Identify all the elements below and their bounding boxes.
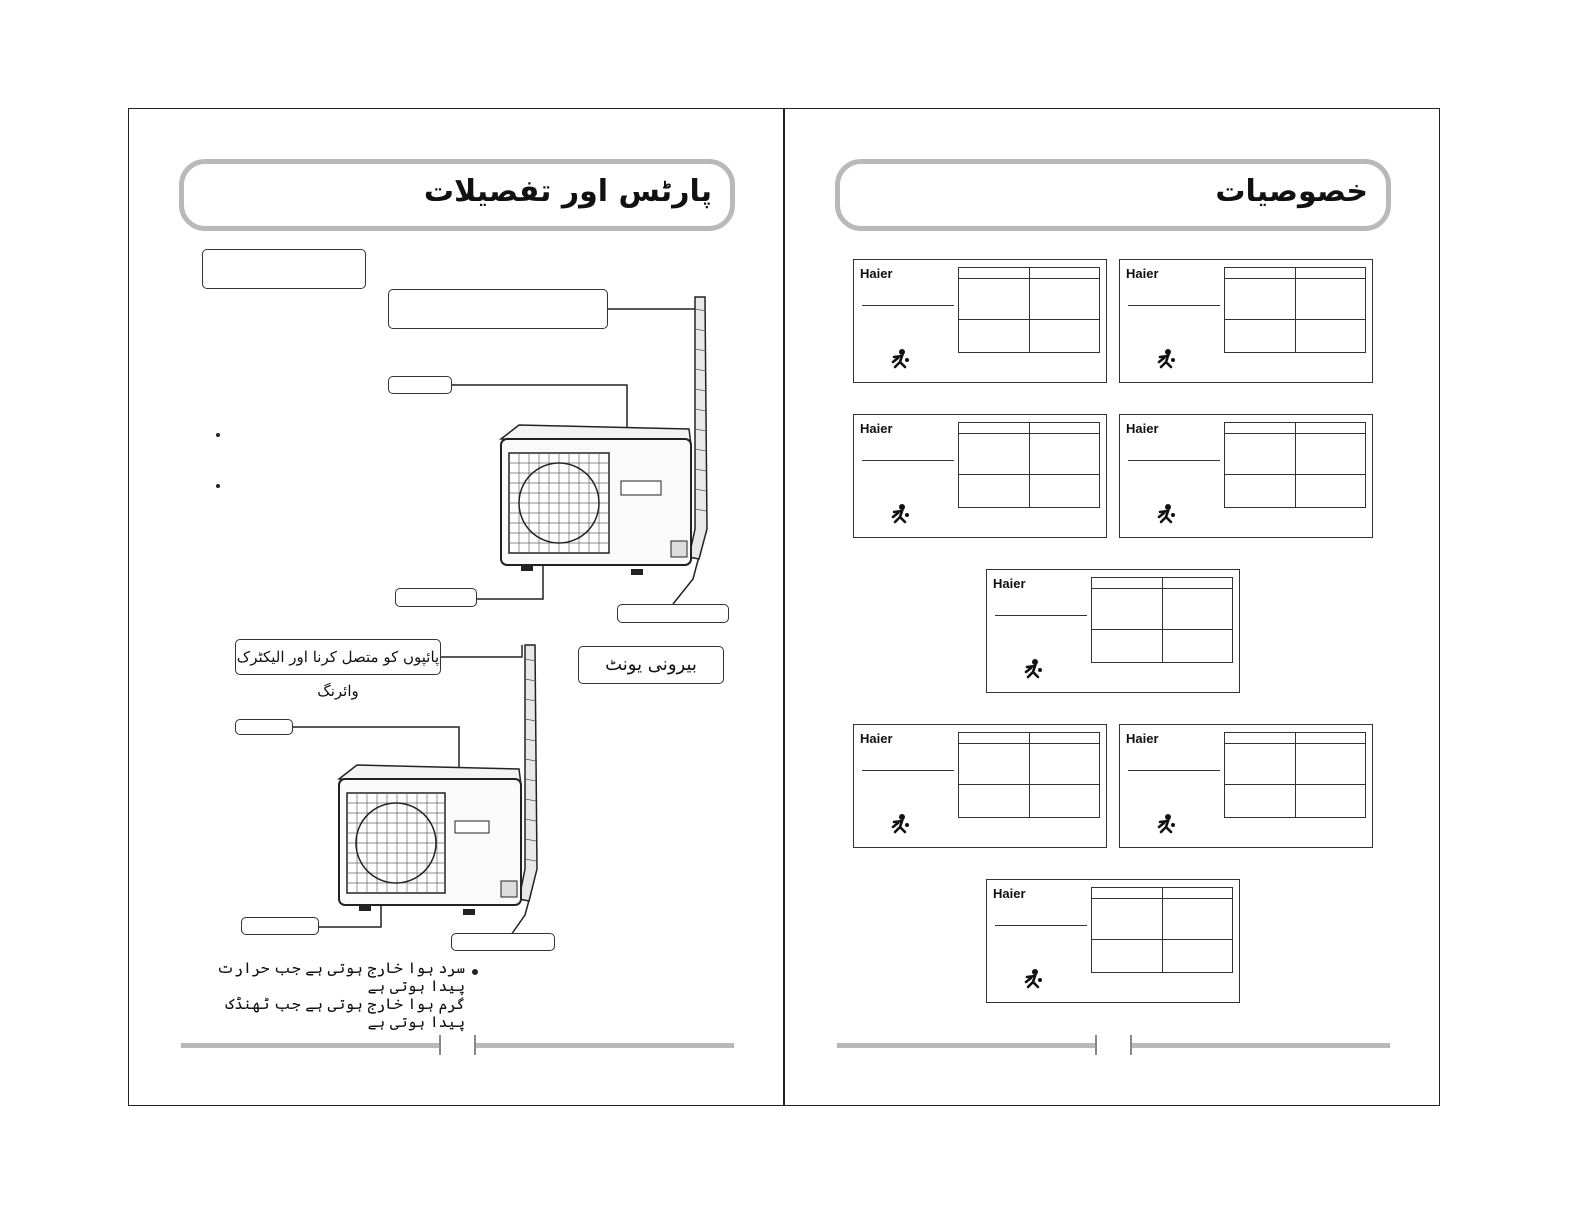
footer-rule-right-r <box>1132 1043 1390 1048</box>
spec-mini-table <box>958 422 1100 508</box>
runner-icon <box>1154 813 1176 835</box>
spec-mini-table <box>1224 267 1366 353</box>
parts-title: پارٹس اور تفصیلات <box>423 174 712 209</box>
spec-mini-table <box>1224 422 1366 508</box>
runner-icon <box>1154 348 1176 370</box>
brand-underline <box>862 305 954 306</box>
brand-logo-text: Haier <box>993 886 1026 901</box>
empty-label-box-small-5 <box>241 917 319 935</box>
runner-icon <box>1154 503 1176 525</box>
brand-logo-text: Haier <box>860 421 893 436</box>
spec-mini-table <box>958 732 1100 818</box>
mini-table-divider <box>1029 733 1030 817</box>
spec-card <box>853 724 1107 848</box>
mini-table-divider <box>1162 888 1163 972</box>
piping-wiring-label: پائپوں کو متصل کرنا اور الیکٹرک وائرنگ <box>236 648 440 700</box>
spec-card <box>1119 724 1373 848</box>
spec-mini-table <box>1091 577 1233 663</box>
left-page <box>128 108 784 1106</box>
spec-card <box>986 879 1240 1003</box>
footer-rule-right <box>476 1043 734 1048</box>
runner-icon <box>888 503 910 525</box>
empty-label-box-small-6 <box>451 933 555 951</box>
bullet-cool-air: سرد ہوا خارج ہوتی ہے جب حرارت پیدا ہوتی ہے <box>216 959 465 995</box>
spec-mini-table <box>1224 732 1366 818</box>
features-header-band <box>835 159 1391 231</box>
outdoor-unit-label-box <box>578 646 724 684</box>
spec-card <box>986 569 1240 693</box>
features-title: خصوصیات <box>1215 174 1368 209</box>
bullet-dot-3 <box>472 969 478 975</box>
mini-table-divider <box>1295 268 1296 352</box>
brand-underline <box>1128 770 1220 771</box>
mini-table-row-divider <box>1225 784 1365 785</box>
mini-table-divider <box>1162 578 1163 662</box>
brand-logo-text: Haier <box>1126 266 1159 281</box>
runner-icon <box>1021 658 1043 680</box>
brand-underline <box>1128 460 1220 461</box>
spec-card <box>853 414 1107 538</box>
mini-table-divider <box>1029 268 1030 352</box>
runner-icon <box>1021 968 1043 990</box>
footer-rule-left <box>181 1043 439 1048</box>
mini-table-row-divider <box>1092 629 1232 630</box>
outdoor-unit-diagram <box>129 109 785 1107</box>
brand-underline <box>1128 305 1220 306</box>
piping-wiring-label-box <box>235 639 441 700</box>
mini-table-divider <box>1295 423 1296 507</box>
spec-mini-table <box>1091 887 1233 973</box>
brand-underline <box>862 460 954 461</box>
footer-rule-left-r <box>837 1043 1095 1048</box>
spec-card <box>1119 259 1373 383</box>
mini-table-divider <box>1029 423 1030 507</box>
right-page <box>784 108 1440 1106</box>
bullet-warm-air: گرم ہوا خارج ہوتی ہے جب ٹھنڈک پیدا ہوتی ہے <box>225 995 465 1031</box>
runner-icon <box>888 348 910 370</box>
empty-label-box-small-4 <box>235 719 293 735</box>
mini-table-row-divider <box>959 784 1099 785</box>
outdoor-unit-label: بیرونی یونٹ <box>605 654 697 675</box>
mini-table-row-divider <box>1225 474 1365 475</box>
mini-table-row-divider <box>1092 939 1232 940</box>
brand-logo-text: Haier <box>860 731 893 746</box>
spec-card <box>1119 414 1373 538</box>
brand-logo-text: Haier <box>993 576 1026 591</box>
mini-table-row-divider <box>959 319 1099 320</box>
brand-logo-text: Haier <box>1126 421 1159 436</box>
brand-logo-text: Haier <box>1126 731 1159 746</box>
brand-underline <box>995 615 1087 616</box>
runner-icon <box>888 813 910 835</box>
footer-tick-left-r <box>1095 1035 1097 1055</box>
brand-logo-text: Haier <box>860 266 893 281</box>
spec-mini-table <box>958 267 1100 353</box>
brand-underline <box>862 770 954 771</box>
brand-underline <box>995 925 1087 926</box>
mini-table-row-divider <box>959 474 1099 475</box>
mini-table-row-divider <box>1225 319 1365 320</box>
mini-table-divider <box>1295 733 1296 817</box>
spec-card <box>853 259 1107 383</box>
footer-tick-left <box>439 1035 441 1055</box>
